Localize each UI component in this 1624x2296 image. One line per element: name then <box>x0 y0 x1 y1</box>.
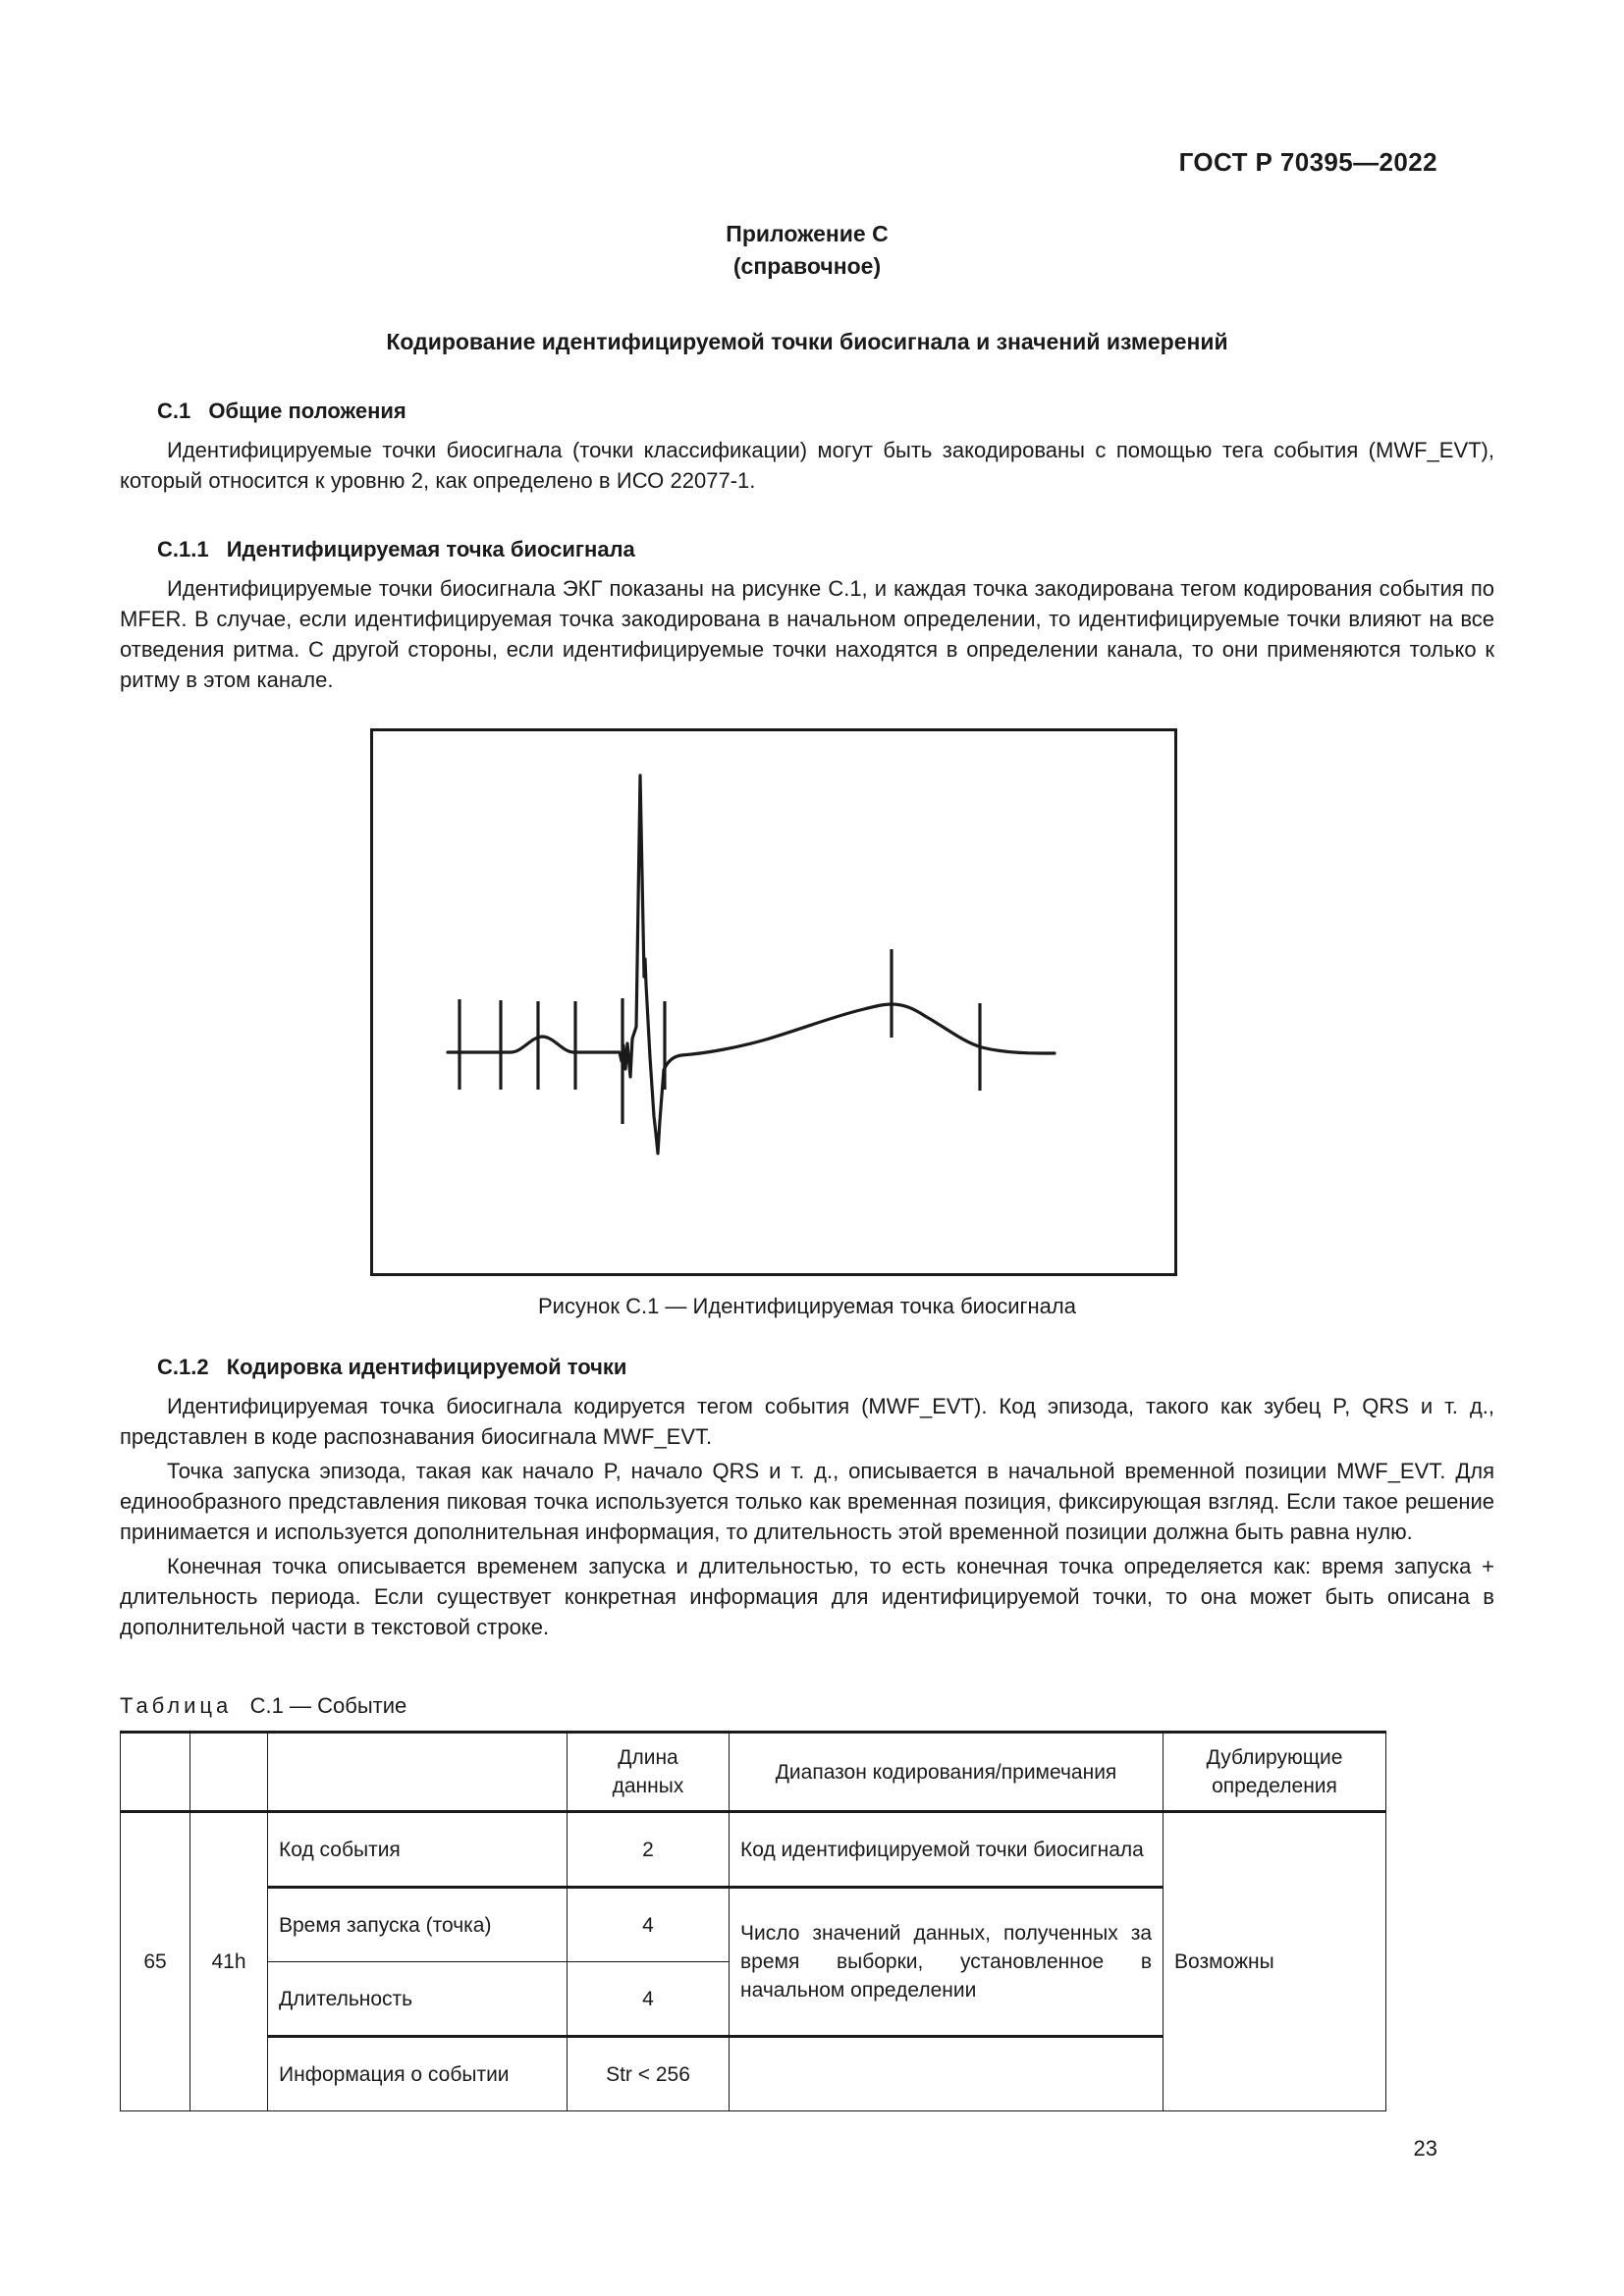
cell-field-length: 4 <box>568 1888 730 1962</box>
cell-field-name: Информация о событии <box>268 2037 568 2111</box>
paragraph-c12-3: Конечная точка описывается временем запуска и длительностью, то есть конечная точка определяется как: время запуска + длительность периода. Если существует конкретная информация для идентифицируемой точки, то она может быть описана в дополнительной части в текстовой строке. <box>120 1554 1494 1639</box>
page-number: 23 <box>1413 2136 1437 2161</box>
ecg-chart-frame <box>370 728 1177 1276</box>
section-title: Идентифицируемая точка биосигнала <box>226 537 635 561</box>
cell-field-length: 2 <box>568 1812 730 1888</box>
table-caption <box>120 1693 1494 1719</box>
figure-c1 <box>120 724 1494 1318</box>
th-code-dec <box>121 1733 190 1812</box>
paragraph-c11-1: Идентифицируемые точки биосигнала ЭКГ показаны на рисунке С.1, и каждая точка закодирована тегом кодирования события по MFER. В случае, если идентифицируемая точка закодирована в начальном определении, то идентифицируемые точки влияют на все отведения ритма. С другой стороны, если идентифицируемые точки находятся в определении канала, то они применяются только к ритму в этом канале. <box>120 576 1494 692</box>
figure-caption: Рисунок С.1 — Идентифицируемая точка биосигнала <box>538 1294 1076 1318</box>
cell-field-length: 4 <box>568 1962 730 2037</box>
table-body <box>121 1812 1386 2111</box>
cell-field-name: Время запуска (точка) <box>268 1888 568 1962</box>
cell-field-name: Длительность <box>268 1962 568 2037</box>
section-title: Общие положения <box>208 399 406 423</box>
th-duplicate <box>1164 1733 1386 1812</box>
running-header: ГОСТ Р 70395—2022 <box>1178 147 1437 177</box>
table-row <box>121 1812 1386 1888</box>
ecg-waveform-svg <box>373 731 1174 1273</box>
cell-code-dec: 65 <box>121 1812 190 2111</box>
th-duplicate-line1: Дублирующие <box>1206 1746 1343 1769</box>
cell-field-name: Код события <box>268 1812 568 1888</box>
th-range: Диапазон кодирования/примечания <box>730 1733 1164 1812</box>
section-heading-c11 <box>120 535 1494 564</box>
th-length <box>568 1733 730 1812</box>
paragraph-c1-1: Идентифицируемые точки биосигнала (точки классификации) могут быть закодированы с помощью тега события (MWF_EVT), который относится к уровню 2, как определено в ИСО 22077-1. <box>120 438 1494 493</box>
th-length-line2: данных <box>612 1775 684 1797</box>
th-code-hex <box>190 1733 268 1812</box>
section-heading-c1 <box>120 397 1494 426</box>
section-number: C.1 <box>157 399 191 423</box>
paragraph-c12-1: Идентифицируемая точка биосигнала кодируется тегом события (MWF_EVT). Код эпизода, такого как зубец P, QRS и т. д., представлен в коде распознавания биосигнала MWF_EVT. <box>120 1394 1494 1449</box>
cell-field-range <box>730 2037 1164 2111</box>
annex-heading: Кодирование идентифицируемой точки биосигнала и значений измерений <box>386 329 1228 354</box>
cell-code-hex: 41h <box>190 1812 268 2111</box>
table-caption-name: Событие <box>317 1693 407 1718</box>
ecg-trace <box>448 775 1055 1153</box>
page-content <box>120 218 1494 2111</box>
table-caption-number: C.1 <box>249 1693 284 1718</box>
table-caption-label: Таблица <box>120 1693 233 1718</box>
paragraph-c12-2: Точка запуска эпизода, такая как начало P, начало QRS и т. д., описывается в начальной временной позиции MWF_EVT. Для единообразного представления пиковая точка используется только как временная позиция, фиксирующая взгляд. Если такое решение принимается и используется дополнительная информация, то длительность этой временной позиции должна быть равна нулю. <box>120 1459 1494 1544</box>
annex-subtitle: (справочное) <box>732 253 882 279</box>
table-caption-dash: — <box>289 1693 311 1718</box>
th-length-line1: Длина <box>618 1746 678 1769</box>
cell-field-length: Str < 256 <box>568 2037 730 2111</box>
section-heading-c12 <box>120 1353 1494 1382</box>
section-number: C.1.2 <box>157 1355 209 1379</box>
cell-duplicate-definitions: Возможны <box>1164 1812 1386 2111</box>
event-table <box>120 1731 1386 2111</box>
section-title: Кодировка идентифицируемой точки <box>226 1355 627 1379</box>
cell-field-range: Число значений данных, полученных за время выборки, установленное в начальном определении <box>730 1888 1164 2037</box>
th-tag-name <box>268 1733 568 1812</box>
annex-title: Приложение С <box>726 221 889 246</box>
section-number: C.1.1 <box>157 537 209 561</box>
cell-field-range: Код идентифицируемой точки биосигнала <box>730 1812 1164 1888</box>
table-head <box>121 1733 1386 1812</box>
table-header-row <box>121 1733 1386 1812</box>
th-duplicate-line2: определения <box>1212 1775 1337 1797</box>
